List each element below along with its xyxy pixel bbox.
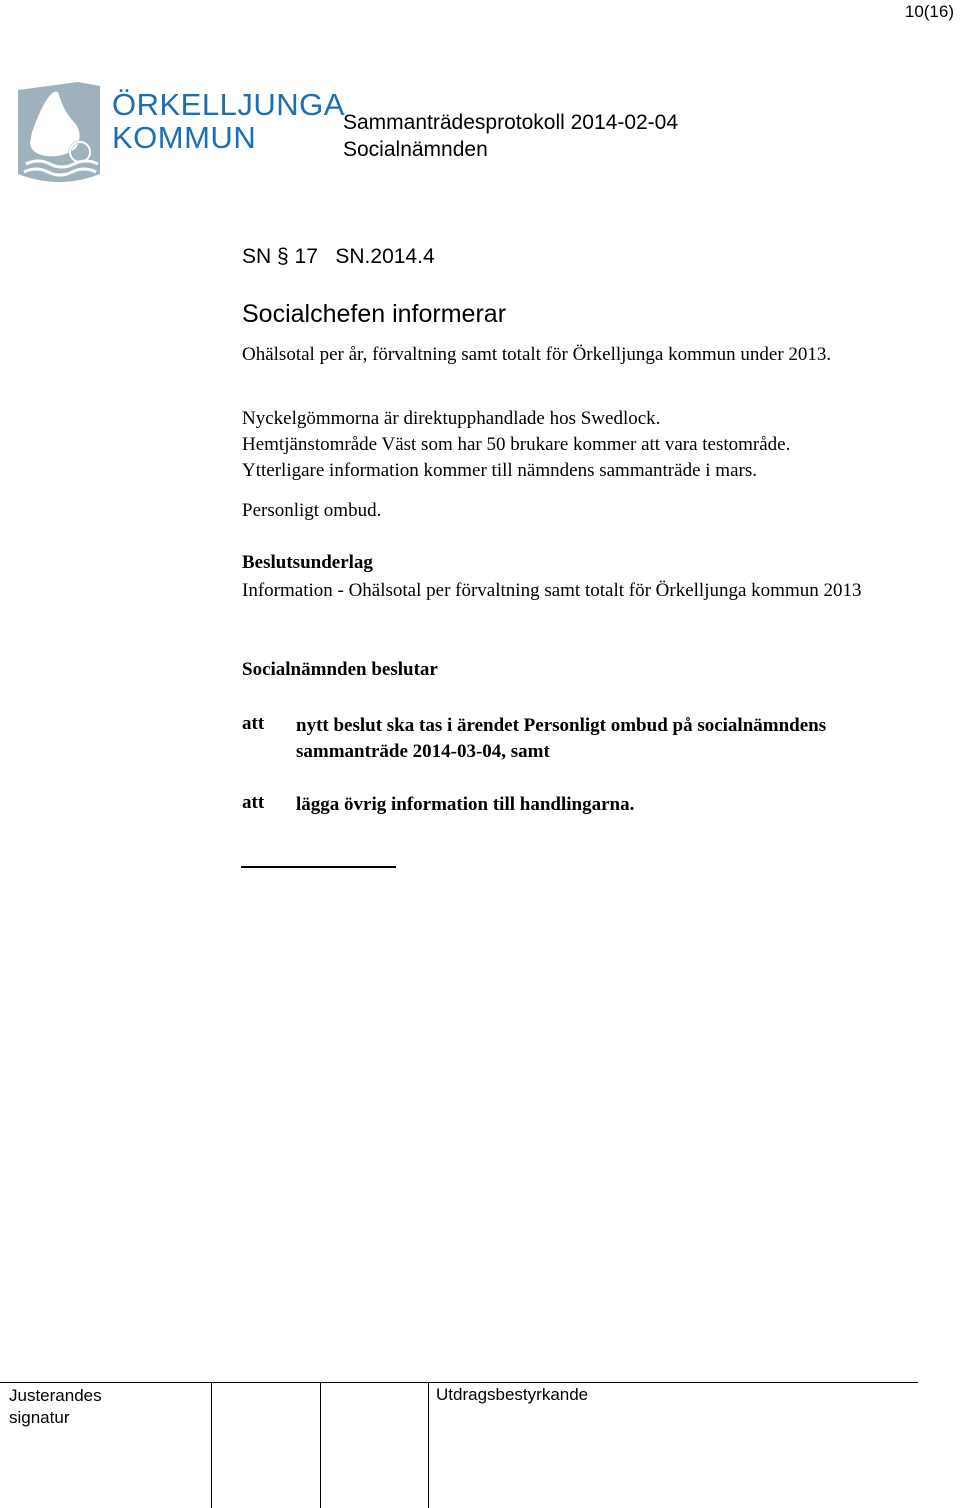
basis-text: Information - Ohälsotal per förvaltning samt totalt för Örkelljunga kommun 2013 [242,580,862,601]
decision-att-label: att [242,792,265,813]
committee-name: Socialnämnden [343,138,488,161]
page-number: 10(16) [904,2,954,21]
logo-line-2: KOMMUN [112,120,257,155]
footer-signature-line-2: signatur [9,1408,70,1427]
municipality-logo-icon [18,82,100,190]
paragraph-line: Nyckelgömmorna är direktupphandlade hos Swedlock. [242,408,661,429]
footer-column-divider [320,1383,321,1508]
paragraph-line: Ytterligare information kommer till nämndens sammanträde i mars. [242,460,757,481]
footer-signature-line-1: Justerandes [9,1386,102,1405]
footer-column-divider [211,1383,212,1508]
paragraph-key-boxes [242,406,922,484]
basis-heading: Beslutsunderlag [242,552,373,573]
footer-column-divider [428,1383,429,1508]
paragraph-line: Hemtjänstområde Väst som har 50 brukare kommer att vara testområde. [242,434,791,455]
section-end-rule [241,866,396,868]
paragraph-sick-leave: Ohälsotal per år, förvaltning samt totalt för Örkelljunga kommun under 2013. [242,344,832,365]
footer-extract-label: Utdragsbestyrkande [436,1385,589,1404]
paragraph-personal-ombud: Personligt ombud. [242,500,382,521]
footer-divider [0,1382,918,1383]
decision-att-label: att [242,713,265,734]
decision-text: lägga övrig information till handlingarna. [296,794,635,815]
decision-text: nytt beslut ska tas i ärendet Personligt ombud på socialnämndens sammanträde 2014-03-04, samt [296,715,827,762]
logo-wordmark [112,88,345,154]
case-reference: SN § 17 SN.2014.4 [242,245,435,268]
document-title: Sammanträdesprotokoll 2014-02-04 [343,111,679,134]
logo-line-1: ÖRKELLJUNGA [112,87,345,122]
decision-heading: Socialnämnden beslutar [242,659,438,680]
section-heading: Socialchefen informerar [242,300,507,328]
footer-signature-label [9,1385,102,1429]
